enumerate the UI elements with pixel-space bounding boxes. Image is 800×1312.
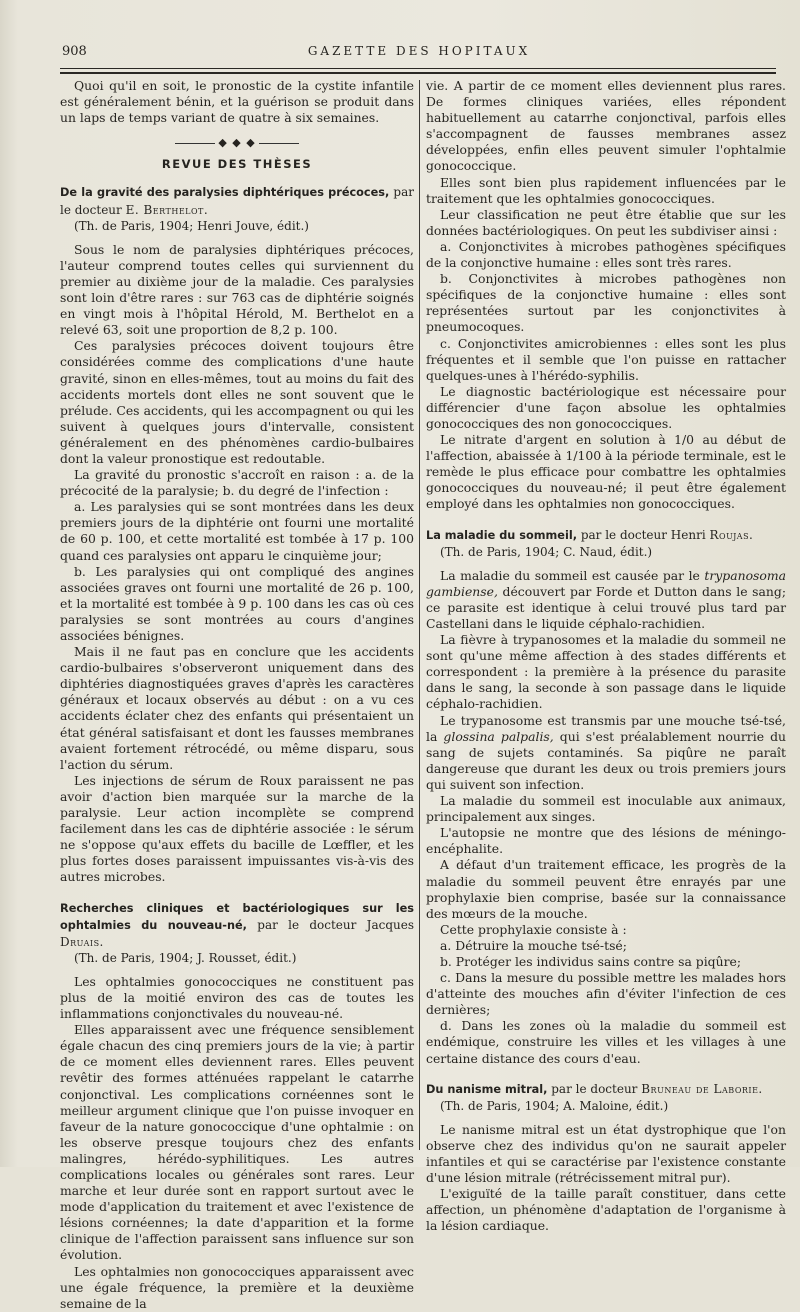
thesis-reference: (Th. de Paris, 1904; C. Naud, édit.)	[440, 544, 653, 559]
paragraph: c. Conjonctivites amicrobiennes : elles sont les plus fréquentes et il semble que l'on puisse en rattacher quelques-unes à l'hérédo-syphilis.	[426, 335, 786, 383]
thesis-by: par le docteur Jacques	[246, 917, 414, 932]
thesis-author: E. Berthelot.	[125, 202, 209, 217]
paragraph: Les ophtalmies gonococciques ne constituent pas plus de la moitié environ des cas de toutes les inflammations conjonctivales du nouveau-né.	[60, 973, 414, 1022]
paragraph: a. Détruire la mouche tsé-tsé;	[440, 937, 627, 953]
thesis-author: Bruneau de Laborie.	[641, 1081, 763, 1096]
thesis-heading-4	[426, 1081, 786, 1114]
thesis-author: Druais.	[60, 934, 104, 949]
paragraph: d. Dans les zones où la maladie du sommeil est endémique, construire les villes et les villages à une certaine distance des cours d'eau.	[426, 1018, 786, 1066]
section-title: REVUE DES THÈSES	[161, 157, 313, 172]
paragraph: Les ophtalmies non gonococciques apparaissent avec une égale fréquence, la première et la deuxième semaine de la	[60, 1263, 414, 1311]
thesis-by: par le docteur Henri	[577, 527, 710, 542]
paragraph: Sous le nom de paralysies diphtériques précoces, l'auteur comprend toutes celles qui surviennent du premier au dixième jour de la maladie. Ces paralysies sont loin d'être rares : sur 763 cas de diphtérie soignés en vingt mois à l'hôpital Hérold, M. Berthelot en a relevé 63, soit une proportion de 8,2 p. 100.	[60, 241, 414, 338]
paragraph: b. Les paralysies qui ont compliqué des angines associées graves ont fourni une mortalité de 26 p. 100, et la mortalité est tombée à 9 p. 100 dans les cas où ces paralysies se sont montrées au cours d'angines associées bénignes.	[60, 563, 414, 643]
running-title: GAZETTE DES HOPITAUX	[307, 44, 531, 58]
thesis-by: par le docteur	[60, 185, 414, 217]
left-column	[60, 78, 414, 1312]
thesis-reference: (Th. de Paris, 1904; J. Rousset, édit.)	[74, 950, 297, 965]
paragraph: Le nanisme mitral est un état dystrophique que l'on observe chez des individus qu'on ne saurait appeler infantiles et qui se caractérise par l'existence constante d'une lésion mitrale (rétrécissement mitral pur).	[426, 1121, 786, 1186]
thesis-heading-3	[426, 527, 786, 560]
paragraph: vie. A partir de ce moment elles deviennent plus rares. De formes cliniques variées, elles répondent habituellement au catarrhe conjonctival, parfois elles s'accompagnent de fausses membranes assez développées, enfin elles peuvent simuler l'ophtalmie gonococcique.	[426, 78, 786, 174]
paragraph: Le nitrate d'argent en solution à 1/0 au début de l'affection, abaissée à 1/100 à la période terminale, est le remède le plus efficace pour combattre les ophtalmies gonococciques du nouveau-né; il peut être également employé dans les ophtalmies non gonococciques.	[426, 432, 786, 512]
paragraph: b. Conjonctivites à microbes pathogènes non spécifiques de la conjonctive humaine : elles sont représentées surtout par les conjonctivites à pneumocoques.	[426, 271, 786, 335]
paragraph	[426, 713, 786, 793]
text-run: découvert par Forde et Dutton dans le sang; ce parasite est identique à celui trouvé plus tard par Castellani dans le liquide céphalo-rachidien.	[426, 583, 786, 631]
paragraph: L'autopsie ne montre que des lésions de méningo-encéphalite.	[426, 825, 786, 857]
paragraph: Le diagnostic bactériologique est nécessaire pour différencier d'une façon absolue les ophtalmies gonococciques des non gonococciques.	[426, 383, 786, 431]
page-header	[62, 44, 776, 64]
thesis-reference: (Th. de Paris, 1904; Henri Jouve, édit.)	[74, 218, 309, 233]
paragraph: Elles sont bien plus rapidement influencées par le traitement que les ophtalmies gonococciques.	[426, 174, 786, 206]
paragraph: La maladie du sommeil est inoculable aux animaux, principalement aux singes.	[426, 793, 786, 825]
paragraph: La fièvre à trypanosomes et la maladie du sommeil ne sont qu'une même affection à des stades différents et correspondent : la première à la présence du parasite dans le sang, la seconde à son passage dans le liquide céphalo-rachidien.	[426, 632, 786, 712]
thesis-heading-1	[60, 184, 414, 233]
paragraph: Les injections de sérum de Roux paraissent ne pas avoir d'action bien marquée sur la marche de la paralysie. Leur action incomplète se comprend facilement dans les cas de diphtérie associée : le sérum ne s'oppose qu'aux effets du bacille de Lœffler, et les plus fortes doses paraissent impuissantes vis-à-vis des autres microbes.	[60, 772, 414, 885]
italic-term: glossina palpalis,	[443, 728, 554, 744]
paragraph: Mais il ne faut pas en conclure que les accidents cardio-bulbaires s'observeront uniquement dans des diphtéries diagnostiquées graves d'après les caractères généraux et locaux observés au début : on a vu ces accidents éclater chez des enfants qui présentaient un état général satisfaisant et dont les fausses membranes avaient fortement rétrocédé, ou même disparu, sous l'action du sérum.	[60, 644, 414, 772]
intro-paragraph: Quoi qu'il en soit, le pronostic de la cystite infantile est généralement bénin, et la guérison se produit dans un laps de temps variant de quatre à six semaines.	[60, 78, 414, 126]
paragraph: c. Dans la mesure du possible mettre les malades hors d'atteinte des mouches afin d'éviter l'infection de ces dernières;	[426, 970, 786, 1018]
thesis-reference: (Th. de Paris, 1904; A. Maloine, édit.)	[440, 1098, 669, 1113]
paragraph: b. Protéger les individus sains contre sa piqûre;	[440, 953, 742, 969]
page-number: 908	[62, 44, 87, 59]
column-divider	[419, 80, 420, 1150]
thesis-title: Du nanisme mitral,	[426, 1082, 548, 1096]
paragraph: Elles apparaissent avec une fréquence sensiblement égale chacun des cinq premiers jours de la vie; à partir de ce moment elles deviennent rares. Elles peuvent revêtir des formes atténuées rappelant le catarrhe conjonctival. Les complications cornéennes sont le meilleur argument clinique que l'on puisse invoquer en faveur de la nature gonococcique d'une ophtalmie : on les observe presque toujours chez des enfants malingres, hérédo-syphilitiques. Les autres complications locales ou générales sont rares. Leur marche et leur durée sont en rapport surtout avec le mode d'application du traitement et avec l'existence de lésions cornéennes; la date d'apparition et la forme clinique de l'affection paraissent sans influence sur son évolution.	[60, 1022, 414, 1263]
paragraph: Ces paralysies précoces doivent toujours être considérées comme des complications d'une haute gravité, sinon en elles-mêmes, tout au moins du fait des accidents mortels dont elles ne sont souvent que le prélude. Ces accidents, qui les accompagnent ou qui les suivent à quelques jours d'intervalle, consistent généralement en des phénomènes cardio-bulbaires dont la valeur pronostique est redoutable.	[60, 338, 414, 466]
right-column	[426, 78, 786, 1234]
paragraph	[426, 568, 786, 632]
paragraph: L'exiguïté de la taille paraît constituer, dans cette affection, un phénomène d'adaptation de l'organisme à la lésion cardiaque.	[426, 1186, 786, 1234]
thesis-title: La maladie du sommeil,	[426, 528, 577, 542]
header-rule	[60, 68, 776, 69]
paragraph: Cette prophylaxie consiste à :	[440, 921, 627, 937]
thesis-heading-2	[60, 900, 414, 966]
thesis-by: par le docteur	[547, 1081, 642, 1096]
text-run: La maladie du sommeil est causée par le	[440, 567, 705, 583]
paragraph: A défaut d'un traitement efficace, les progrès de la maladie du sommeil peuvent être enrayés par une prophylaxie bien comprise, basée sur la connaissance des mœurs de la mouche.	[426, 857, 786, 921]
text-run: Le trypanosome est transmis par une mouche tsé-tsé, la	[426, 712, 786, 744]
paragraph: a. Conjonctivites à microbes pathogènes spécifiques de la conjonctive humaine : elles sont très rares.	[426, 238, 786, 271]
thesis-author: Roujas.	[709, 527, 754, 542]
text-run: qui s'est préalablement nourrie du sang de sujets contaminés. Sa piqûre ne paraît dangereuse que durant les deux ou trois premiers jours qui suivent son infection.	[426, 728, 787, 792]
thesis-title: De la gravité des paralysies diphtériques précoces,	[60, 186, 390, 200]
paragraph: La gravité du pronostic s'accroît en raison : a. de la précocité de la paralysie; b. du degré de l'infection :	[60, 467, 414, 499]
italic-term: trypanosoma gambiense,	[426, 567, 786, 599]
header-rule-double	[60, 72, 776, 74]
section-ornament: ◆ ◆ ◆	[60, 135, 414, 151]
paragraph: a. Les paralysies qui se sont montrées dans les deux premiers jours de la diphtérie ont fourni une mortalité de 60 p. 100, et cette mortalité est tombée à 17 p. 100 quand ces paralysies ont apparu le cinquième jour;	[60, 499, 414, 563]
paragraph: Leur classification ne peut être établie que sur les données bactériologiques. On peut les subdiviser ainsi :	[426, 206, 786, 238]
thesis-title: Recherches cliniques et bactériologiques sur les ophtalmies du nouveau-né,	[60, 901, 414, 932]
